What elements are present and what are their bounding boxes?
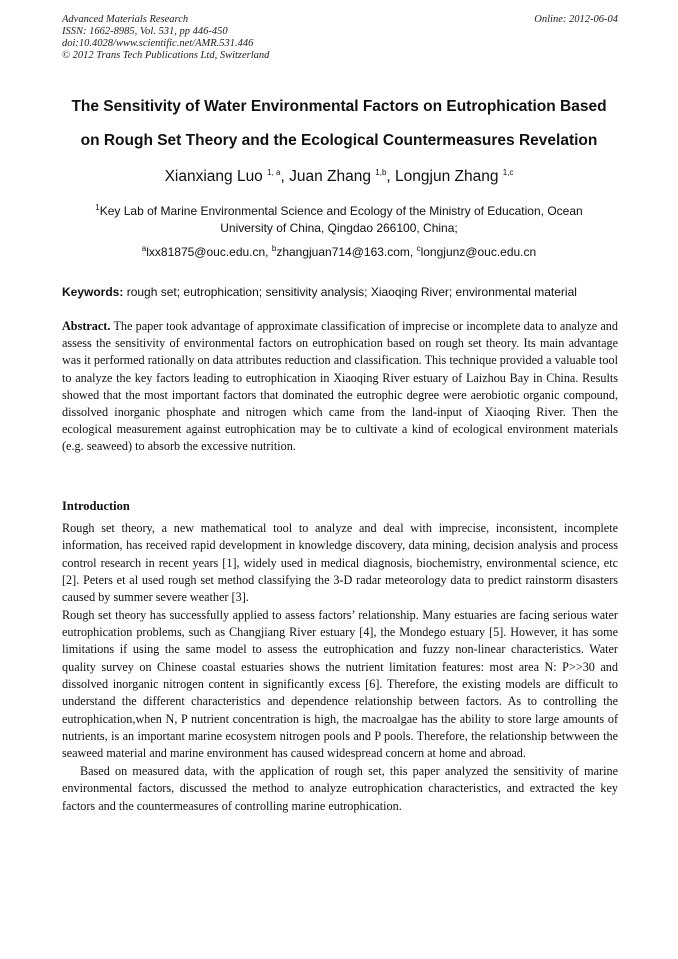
keywords	[62, 284, 618, 300]
title-line-2: on Rough Set Theory and the Ecological Countermeasures Revelation	[80, 132, 598, 149]
journal-issn: ISSN: 1662-8985, Vol. 531, pp 446-450	[62, 26, 228, 37]
paragraph: Based on measured data, with the application of rough set, this paper analyzed the sensitivity of marine environmental factors, discussed the method to analyze eutrophication characteristics, and extracted the key factors and the countermeasures of controlling marine eutrophication.	[62, 763, 618, 813]
email-link[interactable]: zhangjuan714@163.com,	[276, 245, 417, 259]
journal-copyright: © 2012 Trans Tech Publications Ltd, Switzerland	[62, 50, 270, 61]
author-separator: ,	[280, 168, 290, 185]
author-superscript: 1, a	[267, 167, 281, 177]
author-separator: ,	[386, 168, 396, 185]
author-name: Xianxiang Luo	[164, 168, 263, 185]
keywords-label: Keywords:	[62, 285, 124, 299]
journal-name: Advanced Materials Research	[62, 14, 189, 25]
section-heading-introduction: Introduction	[62, 499, 130, 513]
email-superscript: c	[416, 244, 421, 253]
abstract-label: Abstract.	[62, 319, 111, 333]
paragraph: Rough set theory has successfully applied to assess factors’ relationship. Many estuaries are facing serious water eutrophication problems, such as Changjiang River estuary [4], the Mondego estuary [5]. However, it has some limitations if using the same model to assess the eutrophication and fuzzy non-linear characteristics. Water quality survey on Chinese coastal estuaries shows the nutrient limitation features: most area N: P>>30 and dissolved inorganic nitrogen content in significantly excess [6]. Therefore, the existing models are difficult to understand the different characteristics and dependence relationship between factors. As to controlling the eutrophication,when N, P nutrient concentration is high, the macroalgae has the ability to store large amounts of nutrients, is an important marine ecosystem nitrogen pools and P pools. Therefore, the relationship betwween the seaweed material and marine environment has caused widespread concern at home and abroad.	[62, 607, 618, 761]
affiliation-line-2: University of China, Qingdao 266100, China;	[220, 221, 458, 235]
author-name: Longjun Zhang	[395, 168, 499, 185]
email-link[interactable]: longjunz@ouc.edu.cn	[420, 245, 537, 259]
affiliation	[70, 203, 608, 237]
email-superscript: a	[141, 244, 147, 253]
email-link[interactable]: lxx81875@ouc.edu.cn,	[146, 245, 272, 259]
paper-title	[50, 90, 628, 158]
affiliation-superscript: 1	[95, 203, 100, 212]
title-line-1: The Sensitivity of Water Environmental Factors on Eutrophication Based	[71, 98, 607, 115]
keywords-text: rough set; eutrophication; sensitivity analysis; Xiaoqing River; environmental material	[123, 285, 577, 299]
introduction-body	[62, 520, 618, 815]
abstract	[62, 318, 618, 456]
online-date: Online: 2012-06-04	[534, 14, 618, 25]
author-emails	[50, 244, 628, 260]
email-superscript: b	[271, 244, 277, 253]
author-name: Juan Zhang	[289, 168, 371, 185]
abstract-text: The paper took advantage of approximate classification of imprecise or incomplete data to analyze and assess the sensitivity of environmental factors on eutrophication based on rough set theory. Its main advantage was it performed rationally on data attributes reduction and classification. This technique provided a valuable tool to analyze the key factors leading to eutrophication in Xiaoqing River estuary of Laizhou Bay in China. Results showed that the most important factors that dominated the eutrophic degree were aerobiotic organic compound, dissolved inorganic phosphate and nitrogen which came from the land-input of Xiaoqing River. Then the ecological measurement against eutrophication may be to cultivate a kind of ecological environment materials (e.g. seaweed) to absorb the excessive nutrition.	[62, 319, 618, 454]
author-superscript: 1,b	[375, 167, 387, 177]
author-superscript: 1,c	[502, 167, 514, 177]
paragraph: Rough set theory, a new mathematical tool to analyze and deal with imprecise, inconsistent, incomplete information, has received rapid development in knowledge discovery, data mining, decision analysis and process control research in recent years [1], widely used in medical diagnosis, biochemistry, environmental science, etc [2]. Peters et al used rough set method classifying the 3-D radar meteorology data to predict rainstorm disasters caused by summer severe weather [3].	[62, 521, 618, 605]
journal-header	[62, 14, 618, 62]
journal-doi: doi:10.4028/www.scientific.net/AMR.531.446	[62, 38, 254, 49]
affiliation-line-1: Key Lab of Marine Environmental Science and Ecology of the Ministry of Education, Ocean	[99, 204, 583, 218]
author-list	[50, 165, 628, 189]
